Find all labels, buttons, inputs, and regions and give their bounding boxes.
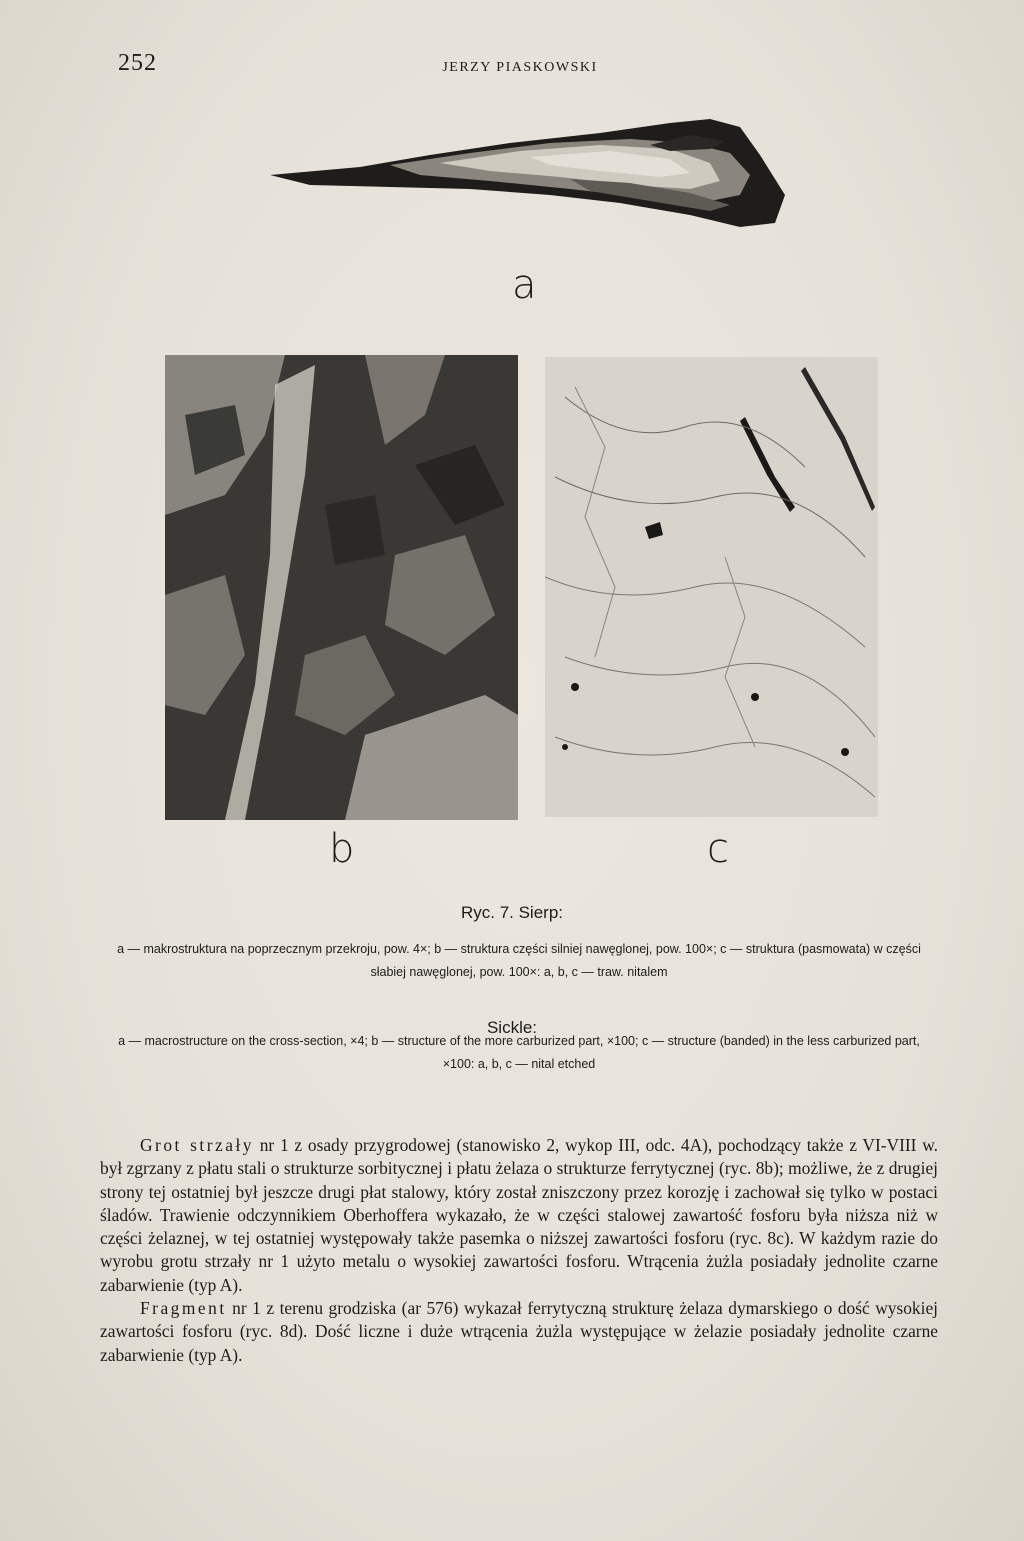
caption-text-en: a — macrostructure on the cross-section, ×4; b — structure of the more carburized part, ×100; c — structure (banded) in the less carburized part, ×100: a, b, c — nital etched <box>118 1034 920 1071</box>
running-head: JERZY PIASKOWSKI <box>442 60 598 75</box>
panel-label-a: a <box>512 262 537 308</box>
figure-b-micrograph <box>165 355 518 820</box>
paragraph-1 <box>100 1134 938 1297</box>
paragraph-2-text: nr 1 z terenu grodziska (ar 576) wykazał ferrytyczną strukturę żelaza dymarskiego o dość wysokiej zawartości fosforu (ryc. 8d). Dość liczne i duże wtrącenia żużla występujące w żelazie posiadały jednolite czarne zabarwienie (typ A). <box>100 1298 938 1365</box>
paragraph-2 <box>100 1297 938 1367</box>
caption-title-pl: Ryc. 7. Sierp: <box>460 903 564 922</box>
panel-label-b: b <box>329 826 355 872</box>
paragraph-2-lead: Fragment <box>140 1298 227 1319</box>
body-text <box>100 1134 938 1367</box>
caption-title-en: Sickle: <box>486 1018 538 1037</box>
figure-a-macrostructure-image <box>270 115 790 230</box>
page-number: 252 <box>118 50 157 76</box>
paragraph-1-text: nr 1 z osady przygrodowej (stanowisko 2, wykop III, odc. 4A), pochodzący także z VI-VIII w. był zgrzany z płatu stali o strukturze sorbitycznej i płatu żelaza o strukturze ferrytycznej (ryc. 8b); możliwe, że z drugiej strony tej ostatniej był jeszcze drugi płat stalowy, który został zniszczony przez korozję i zachował się tylko w postaci śladów. Trawienie odczynnikiem Oberhoffera wykazało, że w części stalowej zawartość fosforu była niższa niż w części żelaznej, w tej ostatniej występowały także pasemka o niższej zawartości fosforu (ryc. 8c). W każdym razie do wyrobu grotu strzały nr 1 użyto metalu o wysokiej zawartości fosforu. Wtrącenia żużla posiadały jednolite czarne zabarwienie (typ A). <box>100 1135 938 1295</box>
figure-c-micrograph <box>545 357 878 817</box>
paragraph-1-lead: Grot strzały <box>140 1135 254 1155</box>
panel-label-c: c <box>707 826 729 872</box>
caption-text-pl: a — makrostruktura na poprzecznym przekroju, pow. 4×; b — struktura części silniej nawęglonej, pow. 100×; c — struktura (pasmowata) w części słabiej nawęglonej, pow. 100×: a, b, c — traw. nitalem <box>117 942 921 979</box>
